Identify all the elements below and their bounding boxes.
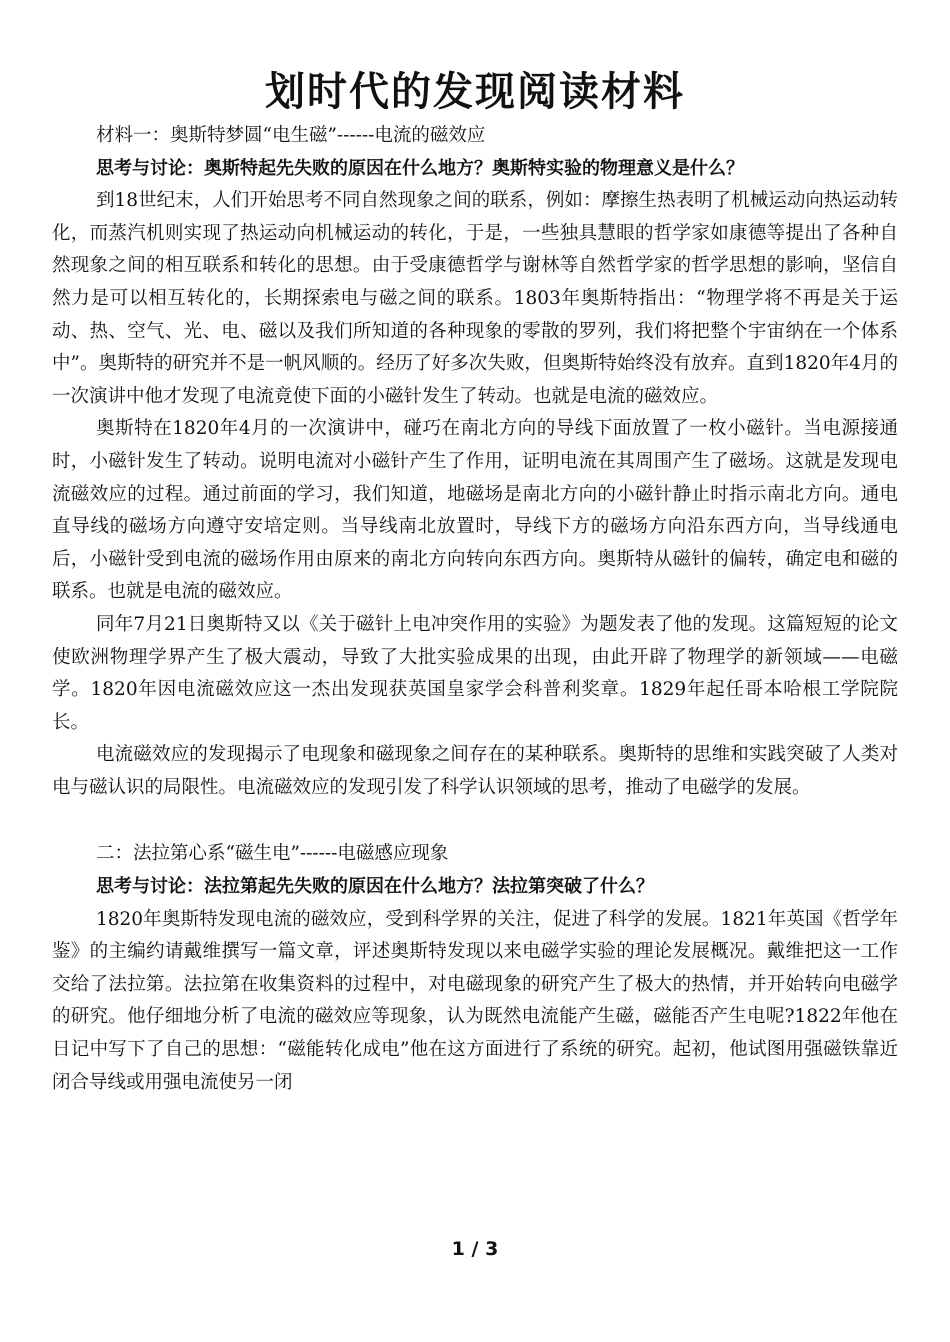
section2-paragraph-1: 1820年奥斯特发现电流的磁效应，受到科学界的关注，促进了科学的发展。1821年英国《哲学年鉴》的主编约请戴维撰写一篇文章，评述奥斯特发现以来电磁学实验的理论发展概况。戴维把这一工作交给了法拉第。法拉第在收集资料的过程中，对电磁现象的研究产生了极大的热情，并开始转向电磁学的研究。他仔细地分析了电流的磁效应等现象，认为既然电流能产生磁，磁能否产生电呢?1822年他在日记中写下了自己的思想：“磁能转化成电”他在这方面进行了系统的研究。起初，他试图用强磁铁靠近闭合导线或用强电流使另一闭 xyxy=(52,908,898,1093)
section1-question: 思考与讨论：奥斯特起先失败的原因在什么地方？奥斯特实验的物理意义是什么？ xyxy=(96,157,744,179)
section1-paragraph-1: 到18世纪末，人们开始思考不同自然现象之间的联系，例如：摩擦生热表明了机械运动向热运动转化，而蒸汽机则实现了热运动向机械运动的转化，于是，一些独具慧眼的哲学家如康德等提出了各种自然现象之间的相互联系和转化的思想。由于受康德哲学与谢林等自然哲学家的哲学思想的影响，坚信自然力是可以相互转化的，长期探索电与磁之间的联系。1803年奥斯特指出：“物理学将不再是关于运动、热、空气、光、电、磁以及我们所知道的各种现象的零散的罗列，我们将把整个宇宙纳在一个体系中”。奥斯特的研究并不是一帆风顺的。经历了好多次失败，但奥斯特始终没有放弃。直到1820年4月的一次演讲中他才发现了电流竟使下面的小磁针发生了转动。也就是电流的磁效应。 xyxy=(52,190,898,407)
section2-question: 思考与讨论：法拉第起先失败的原因在什么地方？法拉第突破了什么？ xyxy=(96,876,654,898)
section2-heading: 二：法拉第心系“磁生电”------电磁感应现象 xyxy=(96,843,449,865)
page-footer xyxy=(0,1238,950,1260)
page-separator: / xyxy=(471,1238,479,1260)
page-number: 1 xyxy=(451,1238,465,1260)
document-title: 划时代的发现阅读材料 xyxy=(265,69,685,115)
section1-paragraph-4: 电流磁效应的发现揭示了电现象和磁现象之间存在的某种联系。奥斯特的思维和实践突破了人类对电与磁认识的局限性。电流磁效应的发现引发了科学认识领域的思考，推动了电磁学的发展。 xyxy=(52,744,898,798)
section1-paragraph-3: 同年7月21日奥斯特又以《关于磁针上电冲突作用的实验》为题发表了他的发现。这篇短短的论文使欧洲物理学界产生了极大震动，导致了大批实验成果的出现，由此开辟了物理学的新领域——电磁学。1820年因电流磁效应这一杰出发现获英国皇家学会科普利奖章。1829年起任哥本哈根工学院院长。 xyxy=(52,613,898,733)
section-spacer xyxy=(52,804,898,838)
section1-heading: 材料一：奥斯特梦圆“电生磁”------电流的磁效应 xyxy=(96,125,486,146)
section1-paragraph-2: 奥斯特在1820年4月的一次演讲中，碰巧在南北方向的导线下面放置了一枚小磁针。当电源接通时，小磁针发生了转动。说明电流对小磁针产生了作用，证明电流在其周围产生了磁场。这就是发现电流磁效应的过程。通过前面的学习，我们知道，地磁场是南北方向的小磁针静止时指示南北方向。通电直导线的磁场方向遵守安培定则。当导线南北放置时，导线下方的磁场方向沿东西方向，当导线通电后，小磁针受到电流的磁场作用由原来的南北方向转向东西方向。奥斯特从磁针的偏转，确定电和磁的联系。也就是电流的磁效应。 xyxy=(52,418,898,603)
page-total: 3 xyxy=(485,1238,499,1260)
document-page xyxy=(52,68,898,1099)
